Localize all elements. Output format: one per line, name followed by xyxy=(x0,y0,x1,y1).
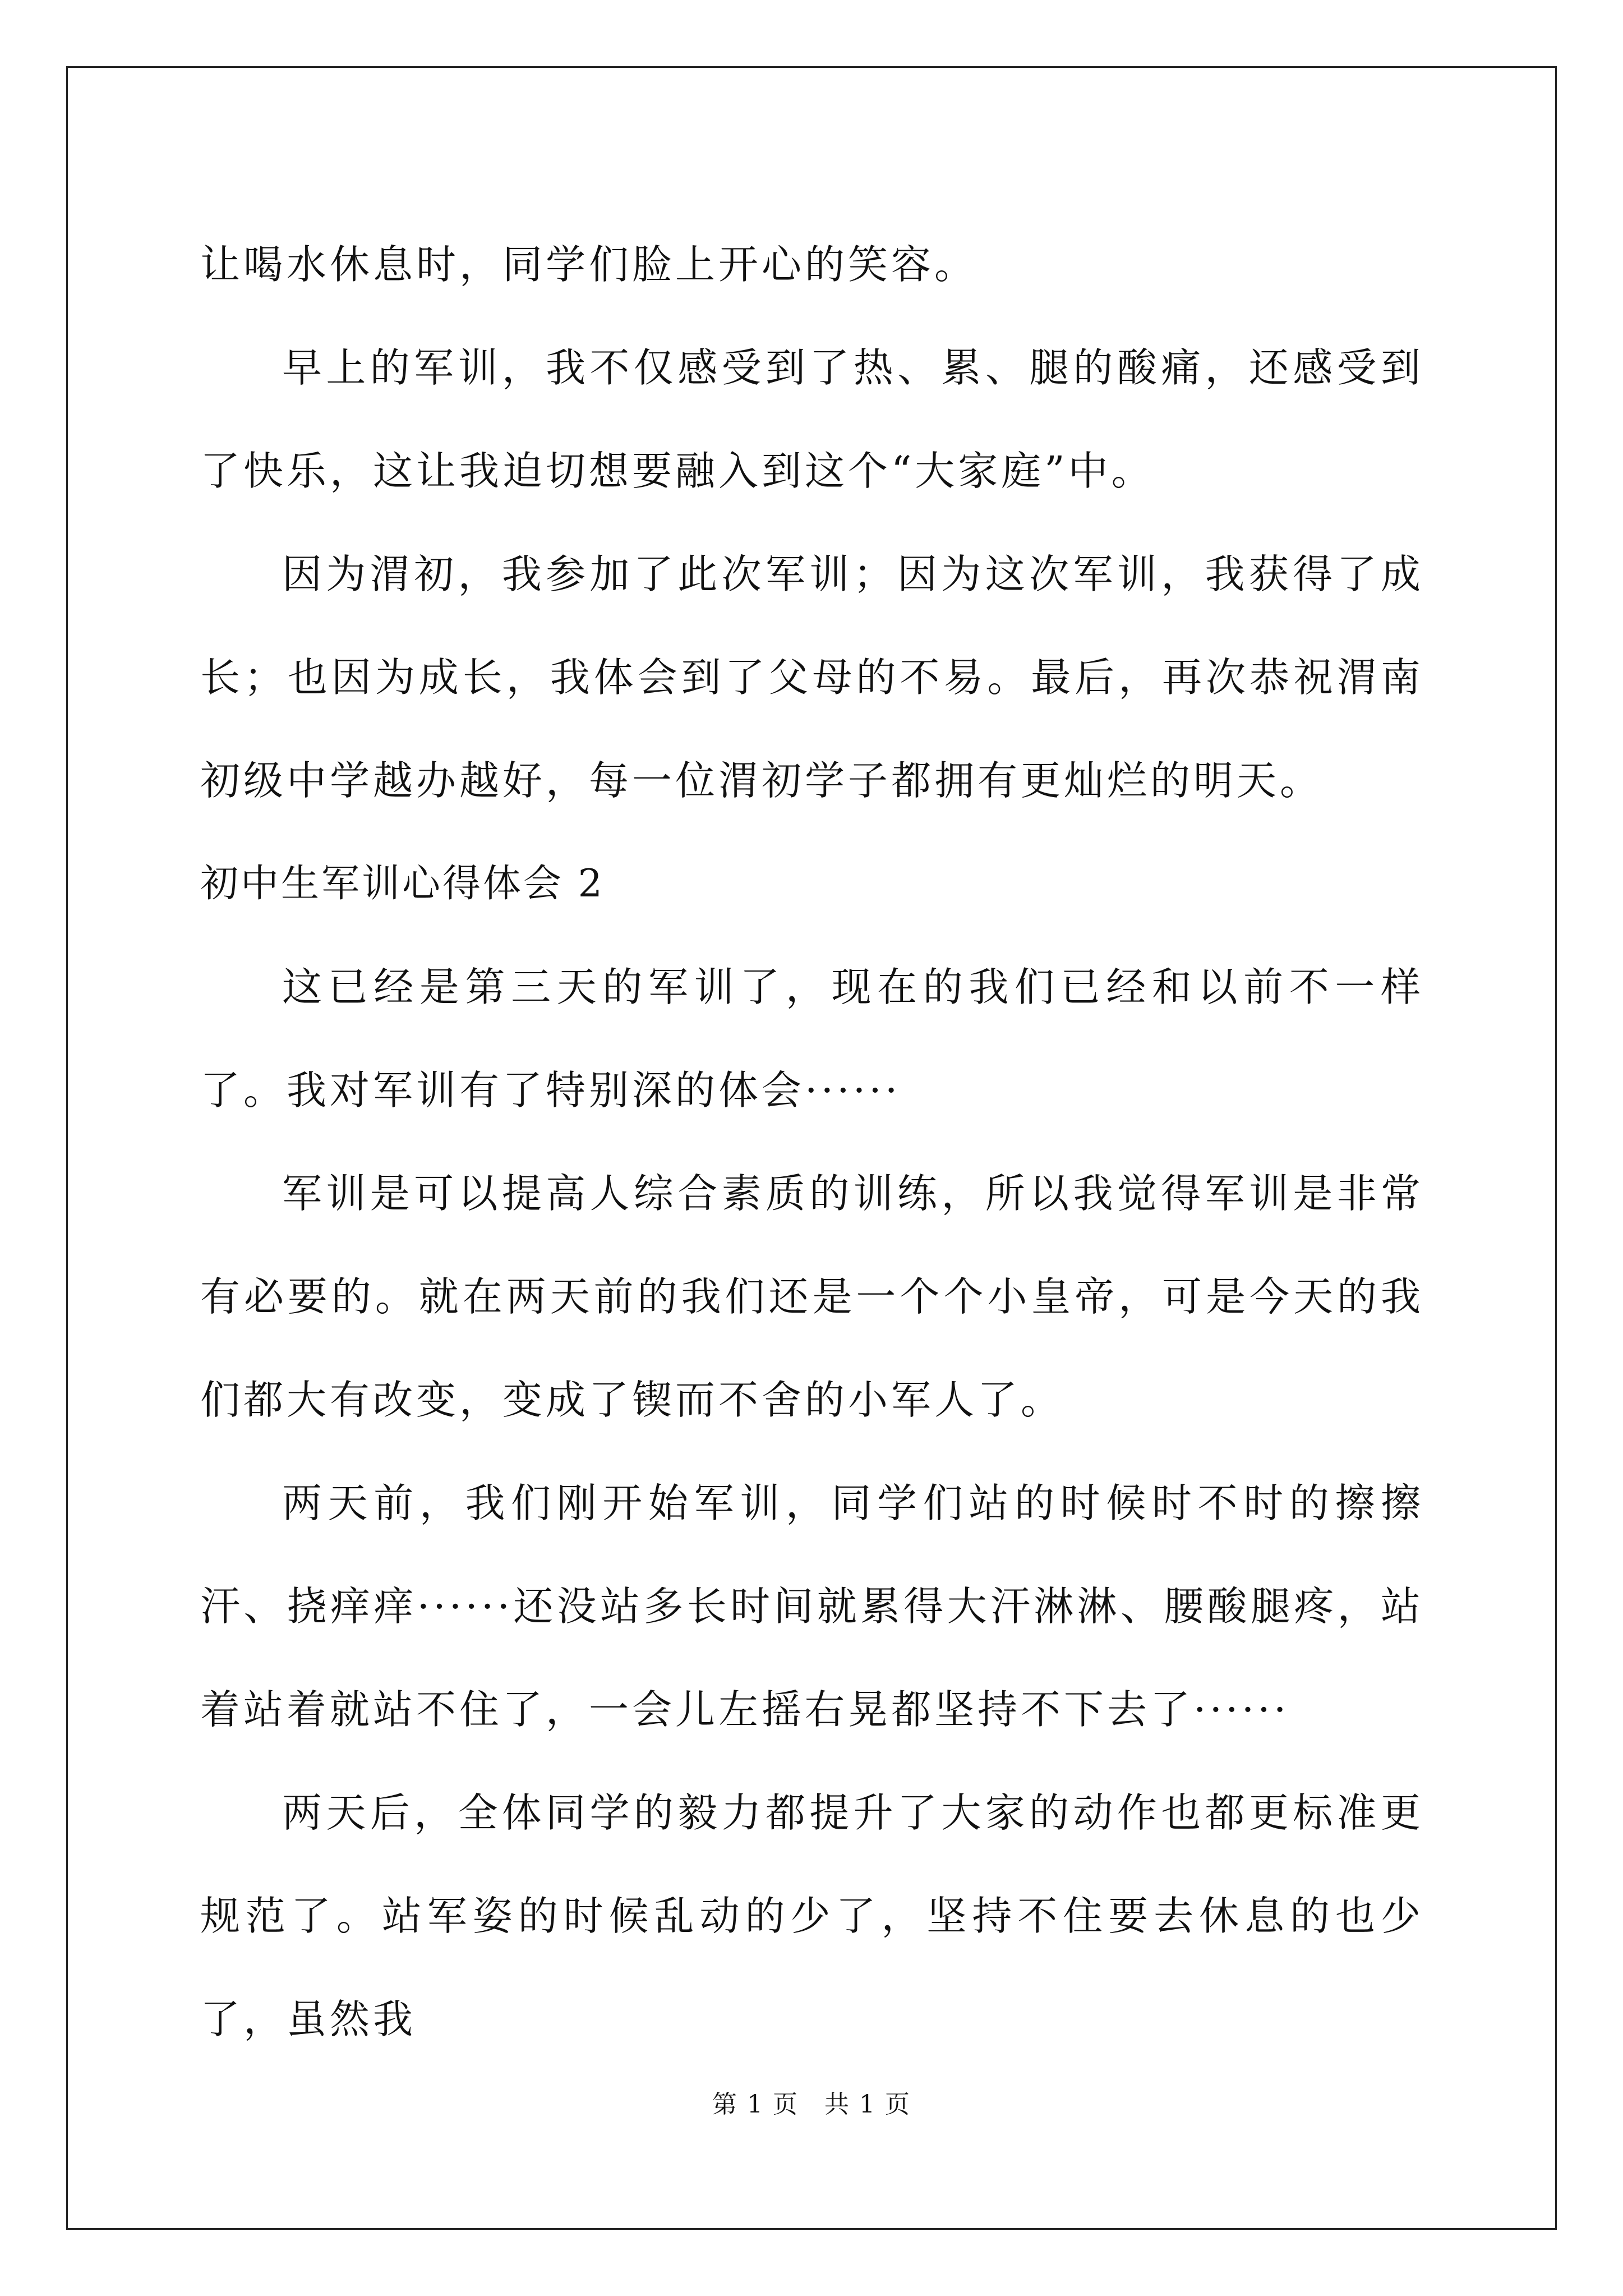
paragraph: 军训是可以提高人综合素质的训练，所以我觉得军训是非常有必要的。就在两天前的我们还是一个个小皇帝，可是今天的我们都大有改变，变成了锲而不舍的小军人了。 xyxy=(200,1170,1424,1423)
paragraph: 两天后，全体同学的毅力都提升了大家的动作也都更标准更规范了。站军姿的时候乱动的少了，坚持不住要去休息的也少了，虽然我 xyxy=(200,1789,1424,2042)
paragraph: 这已经是第三天的军训了，现在的我们已经和以前不一样了。我对军训有了特别深的体会······ xyxy=(200,964,1424,1114)
paragraph: 两天前，我们刚开始军训，同学们站的时候时不时的擦擦汗、挠痒痒······还没站多长时间就累得大汗淋淋、腰酸腿疼，站着站着就站不住了，一会儿左摇右晃都坚持不下去了······ xyxy=(200,1480,1424,1733)
paragraph: 因为渭初，我参加了此次军训；因为这次军训，我获得了成长；也因为成长，我体会到了父母的不易。最后，再次恭祝渭南初级中学越办越好，每一位渭初学子都拥有更灿烂的明天。 xyxy=(200,551,1424,804)
paragraph: 让喝水休息时，同学们脸上开心的笑容。 xyxy=(200,241,978,288)
section-title: 初中生军训心得体会 2 xyxy=(200,862,605,906)
page-number-footer: 第 1 页 共 1 页 xyxy=(712,2090,911,2119)
document-body xyxy=(200,213,1424,2071)
paragraph: 早上的军训，我不仅感受到了热、累、腿的酸痛，还感受到了快乐，这让我迫切想要融入到这个“大家庭”中。 xyxy=(200,344,1424,494)
